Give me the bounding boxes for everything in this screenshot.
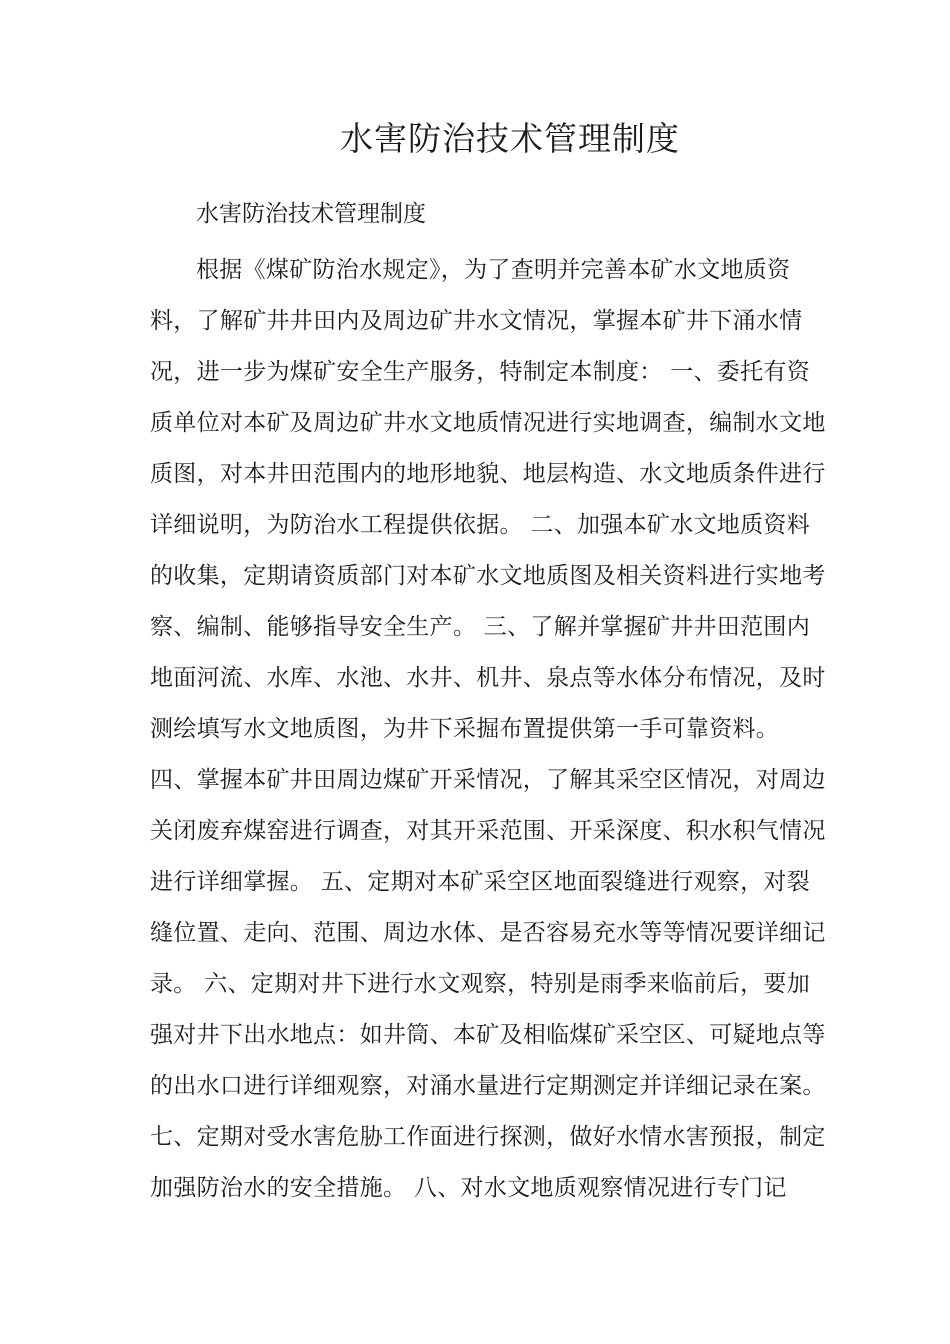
body-line: 加强防治水的安全措施。 八、对水文地质观察情况进行专门记 (150, 1175, 787, 1201)
body-line: 四、掌握本矿井田周边煤矿开采情况，了解其采空区情况，对周边 (150, 767, 826, 793)
body-line: 录。 六、定期对井下进行水文观察，特别是雨季来临前后，要加 (150, 971, 811, 997)
body-line: 根据《煤矿防治水规定》，为了查明并完善本矿水文地质资 (196, 257, 791, 283)
body-line: 察、编制、能够指导安全生产。 三、了解并掌握矿井井田范围内 (150, 614, 811, 640)
document-subtitle: 水害防治技术管理制度 (196, 201, 426, 227)
body-line: 的出水口进行详细观察，对涌水量进行定期测定并详细记录在案。 (150, 1073, 826, 1099)
body-line: 测绘填写水文地质图，为井下采掘布置提供第一手可靠资料。 (150, 716, 780, 742)
body-line: 关闭废弃煤窑进行调查，对其开采范围、开采深度、积水积气情况 (150, 818, 826, 844)
body-line: 况，进一步为煤矿安全生产服务，特制定本制度： 一、委托有资 (150, 359, 811, 385)
body-line: 地面河流、水库、水池、水井、机井、泉点等水体分布情况，及时 (150, 665, 826, 691)
body-line: 进行详细掌握。 五、定期对本矿采空区地面裂缝进行观察，对裂 (150, 869, 811, 895)
body-line: 缝位置、走向、范围、周边水体、是否容易充水等等情况要详细记 (150, 920, 826, 946)
body-line: 详细说明，为防治水工程提供依据。 二、加强本矿水文地质资料 (150, 512, 811, 538)
document-title: 水害防治技术管理制度 (340, 119, 680, 158)
body-line: 质单位对本矿及周边矿井水文地质情况进行实地调查，编制水文地 (150, 410, 826, 436)
body-line: 强对井下出水地点：如井筒、本矿及相临煤矿采空区、可疑地点等 (150, 1022, 826, 1048)
body-line: 七、定期对受水害危胁工作面进行探测，做好水情水害预报，制定 (150, 1124, 826, 1150)
body-line: 的收集，定期请资质部门对本矿水文地质图及相关资料进行实地考 (150, 563, 826, 589)
body-line: 质图，对本井田范围内的地形地貌、地层构造、水文地质条件进行 (150, 461, 826, 487)
body-line: 料，了解矿井井田内及周边矿井水文情况，掌握本矿井下涌水情 (150, 308, 803, 334)
